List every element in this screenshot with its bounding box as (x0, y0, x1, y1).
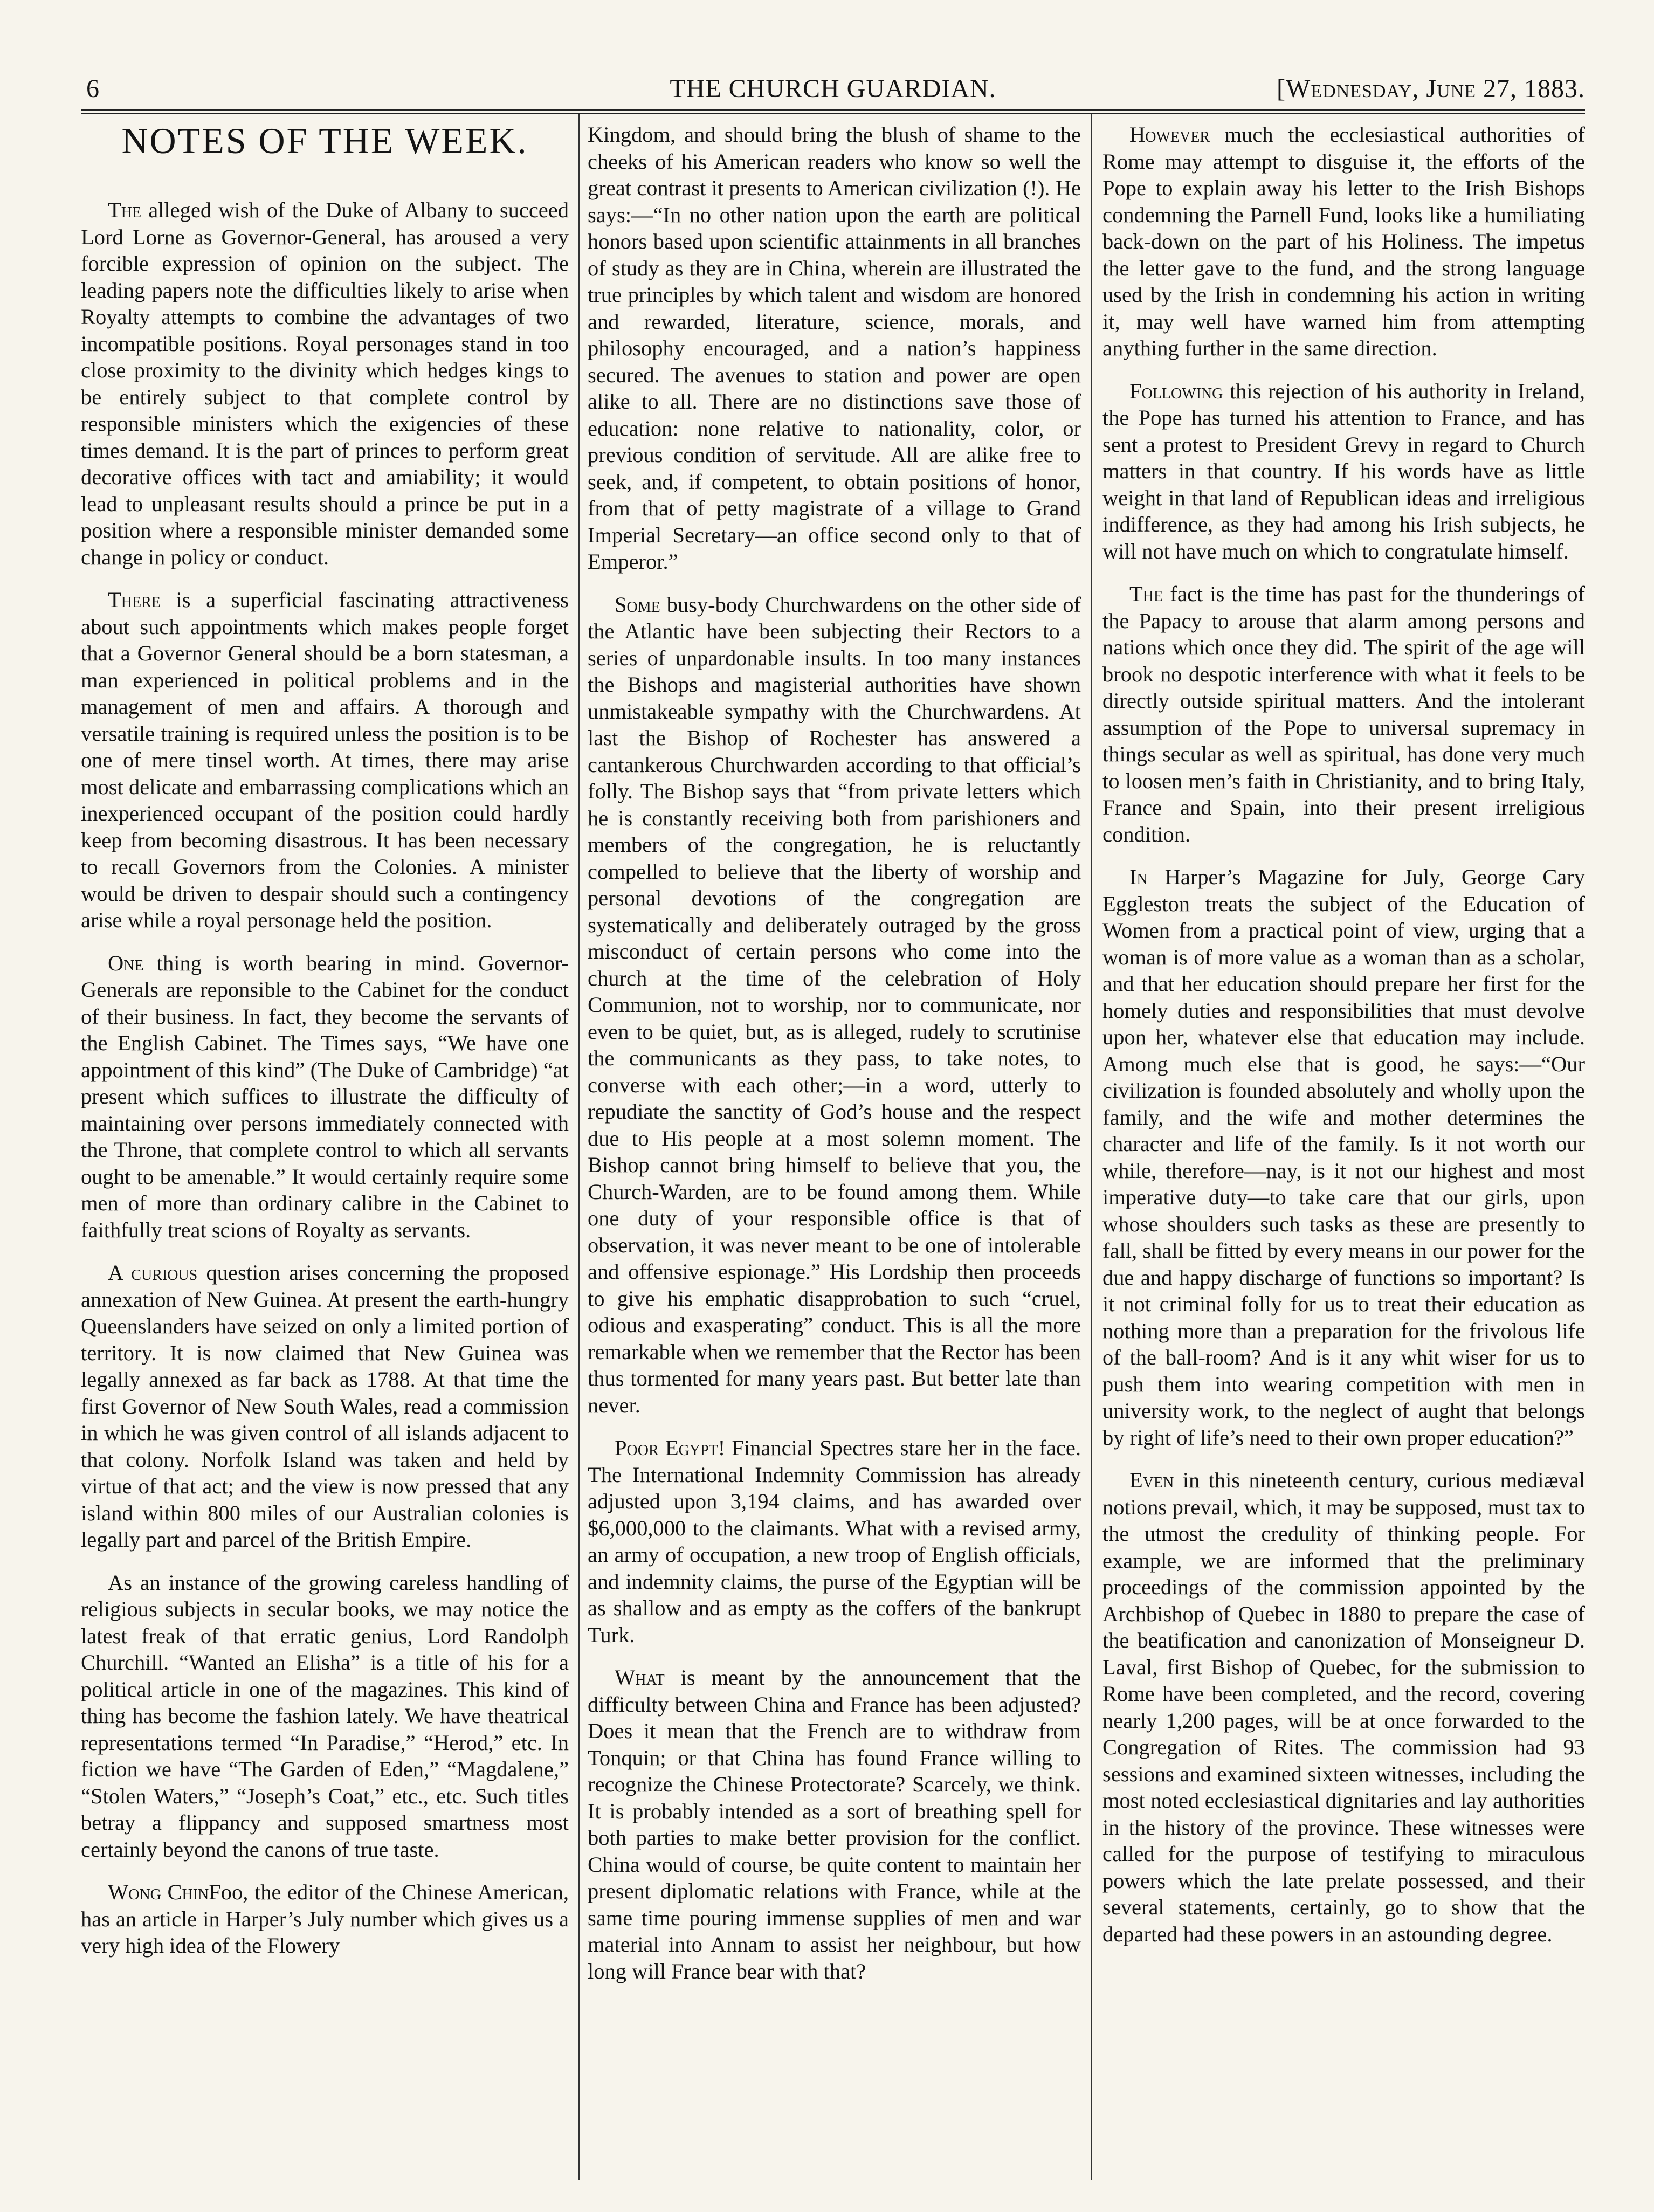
article-paragraph: Wong ChinFoo, the editor of the Chinese American, has an article in Harper’s July number which gives us a very high idea of the Flowery (81, 1880, 569, 1958)
article-paragraph: In Harper’s Magazine for July, George Cary Eggleston treats the subject of the Education of Women from a practical point of view, urging that a woman is of more value as a woman than as a scholar, and that her education should prepare her first for the homely duties and responsibilities that must devolve upon her, whatever else that education may include. Among much else that is good, he says:—“Our civilization is founded absolutely and wholly upon the family, and the wife and mother determines the character and life of the family. Is it not worth our while, therefore—nay, is it not our highest and most imperative duty—to take care that our girls, upon whose shoulders such tasks as these are presently to fall, shall be fitted by every means in our power for the due and happy discharge of functions so important? Is it not criminal folly for us to treat their education as nothing more than a preparation for the frivolous life of the ball-room? And is it any whit wiser for us to push them into wearing competition with men in university work, to the neglect of aught that belongs by right of life’s need to their own proper education?” (1102, 865, 1585, 1450)
column-1 (81, 121, 569, 2170)
column-divider (578, 114, 580, 2180)
column-divider (1091, 114, 1092, 2180)
page-number: 6 (86, 74, 99, 103)
issue-date: [Wednesday, June 27, 1883. (1277, 74, 1585, 103)
article-paragraph: Some busy-body Churchwardens on the other side of the Atlantic have been subjecting their Rectors to a series of unpardonable insults. In too many instances the Bishops and magisterial authorities have shown unmistakeable sympathy with the Churchwardens. At last the Bishop of Rochester has answered a cantankerous Churchwarden according to that official’s folly. The Bishop says that “from private letters which he is constantly receiving both from parishioners and members of the congregation, he is reluctantly compelled to believe that the liberty of worship and personal devotions of the congregation are systematically and deliberately outraged by the gross misconduct of certain persons who come into the church at the time of the celebration of Holy Communion, not to worship, nor to communicate, nor even to be quiet, but, as is alleged, rudely to scrutinise the communicants as they pass, to take notes, to converse with each other;—in a word, utterly to repudiate the sanctity of God’s house and the respect due to His people at a most solemn moment. The Bishop cannot bring himself to believe that you, the Church-Warden, are to be found among them. While one duty of your responsible office is that of observation, it was never meant to be one of intolerable and offensive espionage.” His Lordship then proceeds to give his emphatic disapprobation to such “cruel, odious and exasperating” conduct. This is all the more remarkable when we remember that the Rector has been thus tormented for many years past. But better late than never. (588, 592, 1081, 1417)
column-3 (1102, 121, 1585, 2170)
article-paragraph: One thing is worth bearing in mind. Governor-Generals are reponsible to the Cabinet for the conduct of their business. In fact, they become the servants of the English Cabinet. The Times says, “We have one appointment of this kind” (The Duke of Cambridge) “at present which suffices to illustrate the difficulty of maintaining over persons immediately connected with the Throne, that complete control to which all servants ought to be amenable.” It would certainly require some men of more than ordinary calibre in the Cabinet to faithfully treat scions of Royalty as servants. (81, 950, 569, 1242)
article-paragraph: Following this rejection of his authority in Ireland, the Pope has turned his attention to France, and has sent a protest to President Grevy in regard to Church matters in that country. If his words have as little weight in that land of Republican ideas and irreligious indifference, as they had among his Irish subjects, he will not have much on which to congratulate himself. (1102, 378, 1585, 563)
article-paragraph: A curious question arises concerning the proposed annexation of New Guinea. At present the earth-hungry Queenslanders have seized on only a limited portion of territory. It is now claimed that New Guinea was legally annexed as far back as 1788. At that time the first Governor of New South Wales, read a commission in which he was given control of all islands adjacent to that colony. Norfolk Island was taken and held by virtue of that act; and the view is now pressed that any island within 800 miles of our Australian colonies is legally part and parcel of the British Empire. (81, 1260, 569, 1552)
column-2 (588, 121, 1081, 2170)
article-paragraph: There is a superficial fascinating attractiveness about such appointments which makes people forget that a Governor General should be a born statesman, a man experienced in political problems and in the management of men and affairs. A thorough and versatile training is required unless the position is to be one of mere tinsel worth. At times, there may arise most delicate and embarrassing complications which an inexperienced occupant of the position could hardly keep from becoming disastrous. It has been necessary to recall Governors from the Colonies. A minister would be driven to despair should such a contingency arise while a royal personage held the position. (81, 588, 569, 932)
masthead: THE CHURCH GUARDIAN. (670, 74, 996, 103)
header-rule-thin (81, 113, 1585, 114)
article-paragraph: Even in this nineteenth century, curious mediæval notions prevail, which, it may be supposed, must tax to the utmost the credulity of thinking people. For example, we are informed that the preliminary proceedings of the commission appointed by the Archbishop of Quebec in 1880 to prepare the case of the beatification and canonization of Monseigneur D. Laval, first Bishop of Quebec, for the submission to Rome have been completed, and the record, covering nearly 1,200 pages, will be at once forwarded to the Congregation of Rites. The commission had 93 sessions and examined sixteen witnesses, including the most noted ecclesiastical dignitaries and lay authorities in the history of the province. These witnesses were called for the purpose of testifying to miraculous powers which the late prelate possessed, and their several statements, certainly, go to show that the departed had these powers in an astounding degree. (1102, 1468, 1585, 1946)
article-paragraph-continued: Kingdom, and should bring the blush of shame to the cheeks of his American readers who know so well the great contrast it presents to American civilization (!). He says:—“In no other nation upon the earth are political honors based upon scientific attainments in all branches of study as they are in China, wherein are illustrated the true principles by which talent and wisdom are honored and rewarded, literature, science, morals, and philosophy encouraged, and a nation’s happiness secured. The avenues to station and power are open alike to all. There are no distinctions save those of education: none relative to nationality, color, or previous condition of servitude. All are alike free to seek, and, if competent, to obtain positions of honor, from that of petty magistrate of a village to Grand Imperial Secretary—an office second only to that of Emperor.” (588, 122, 1081, 574)
article-paragraph: The fact is the time has past for the thunderings of the Papacy to arouse that alarm among persons and nations which once they did. The spirit of the age will brook no despotic interference with what it feels to be directly outside spiritual matters. And the intolerant assumption of the Pope to universal supremacy in things secular as well as spiritual, has done very much to loosen men’s faith in Christianity, and to bring Italy, France and Spain, into their present irreligious condition. (1102, 582, 1585, 846)
article-paragraph: As an instance of the growing careless handling of religious subjects in secular books, we may notice the latest freak of that erratic genius, Lord Randolph Churchill. “Wanted an Elisha” is a title of his for a political article in one of the magazines. This kind of thing has become the fashion lately. We have theatrical representations termed “In Paradise,” “Herod,” etc. In fiction we have “The Garden of Eden,” “Magdalene,” “Stolen Waters,” “Joseph’s Coat,” etc., etc. Such titles betray a flippancy and supposed smartness most certainly beyond the canons of true taste. (81, 1570, 569, 1862)
article-paragraph: However much the ecclesiastical authorities of Rome may attempt to disguise it, the efforts of the Pope to explain away his letter to the Irish Bishops condemning the Parnell Fund, looks like a humiliating back-down on the part of his Holiness. The impetus the letter gave to the fund, and the strong language used by the Irish in condemning his action in writing it, may well have warned him from attempting anything further in the same direction. (1102, 122, 1585, 360)
article-paragraph: What is meant by the announcement that the difficulty between China and France has been adjusted? Does it mean that the French are to withdraw from Tonquin; or that China has found France willing to recognize the Chinese Protectorate? Scarcely, we think. It is probably intended as a sort of breathing spell for both parties to make better provision for the conflict. China would of course, be quite content to maintain her present diplomatic relations with France, while at the same time pouring immense supplies of men and war material into Annam to assist her neighbour, but how long will France bear with that? (588, 1665, 1081, 1983)
page-header (81, 70, 1585, 108)
section-title: NOTES OF THE WEEK. (121, 121, 528, 161)
article-paragraph: Poor Egypt! Financial Spectres stare her in the face. The International Indemnity Commission has already adjusted upon 3,194 claims, and has awarded over $6,000,000 to the claimants. What with a revised army, an army of occupation, a new troop of English officials, and indemnity claims, the purse of the Egyptian will be as shallow and as empty as the coffers of the bankrupt Turk. (588, 1436, 1081, 1647)
article-paragraph: The alleged wish of the Duke of Albany to succeed Lord Lorne as Governor-General, has aroused a very forcible expression of opinion on the subject. The leading papers note the difficulties likely to arise when Royalty attempts to combine the advantages of two incompatible positions. Royal personages stand in too close proximity to the divinity which hedges kings to be entirely subject to that complete control by responsible ministers which the exigencies of these times demand. It is the part of princes to perform great decorative offices with tact and amiability; it would lead to unpleasant results should a prince be put in a position where a responsible minister demanded some change in policy or conduct. (81, 198, 569, 569)
header-rule (81, 109, 1585, 111)
